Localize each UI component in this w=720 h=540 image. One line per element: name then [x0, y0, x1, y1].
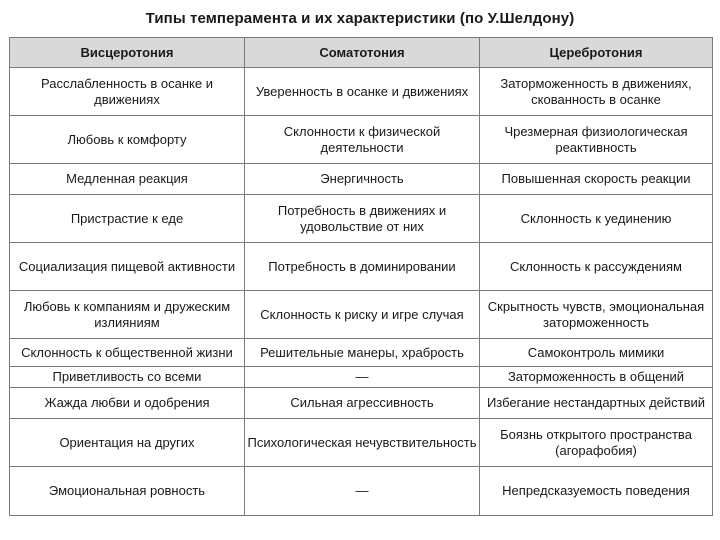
table-row — [10, 68, 713, 116]
table-row — [10, 388, 713, 419]
table-cell: Склонность к уединению — [480, 195, 713, 243]
table-cell: Самоконтроль мимики — [480, 339, 713, 367]
table-row — [10, 291, 713, 339]
table-cell: Любовь к комфорту — [10, 116, 245, 164]
table-cell: Сильная агрессивность — [245, 388, 480, 419]
table-cell: Скрытность чувств, эмоциональная заторможенность — [480, 291, 713, 339]
table-cell: Заторможенность в движениях, скованность в осанке — [480, 68, 713, 116]
table-cell: Энергичность — [245, 164, 480, 195]
table-cell: Склонность к общественной жизни — [10, 339, 245, 367]
table-cell: Непредсказуемость поведения — [480, 467, 713, 516]
table-cell: Заторможенность в общений — [480, 367, 713, 388]
table-cell: — — [245, 467, 480, 516]
table-cell: Пристрастие к еде — [10, 195, 245, 243]
header-cerebrotonia: Церебротония — [480, 38, 713, 68]
table-cell: Избегание нестандартных действий — [480, 388, 713, 419]
table-row — [10, 195, 713, 243]
table-cell: Склонность к риску и игре случая — [245, 291, 480, 339]
table-cell: Психологическая нечувствительность — [245, 419, 480, 467]
table-cell: Медленная реакция — [10, 164, 245, 195]
table-cell: Жажда любви и одобрения — [10, 388, 245, 419]
table-cell: Любовь к компаниям и дружеским излияниям — [10, 291, 245, 339]
temperament-table — [9, 37, 713, 516]
table-row — [10, 467, 713, 516]
table-cell: Повышенная скорость реакции — [480, 164, 713, 195]
table-cell: Уверенность в осанке и движениях — [245, 68, 480, 116]
table-cell: Расслабленность в осанке и движениях — [10, 68, 245, 116]
table-cell: Потребность в движениях и удовольствие от них — [245, 195, 480, 243]
table-cell: Боязнь открытого пространства (агорафобия) — [480, 419, 713, 467]
table-row — [10, 243, 713, 291]
table-header-row — [10, 38, 713, 68]
table-cell: Потребность в доминировании — [245, 243, 480, 291]
table-row — [10, 419, 713, 467]
table-cell: Решительные манеры, храбрость — [245, 339, 480, 367]
table-row — [10, 116, 713, 164]
header-viscerotonia: Висцеротония — [10, 38, 245, 68]
table-row — [10, 164, 713, 195]
table-cell: Чрезмерная физиологическая реактивность — [480, 116, 713, 164]
table-cell: Приветливость со всеми — [10, 367, 245, 388]
table-cell: Социализация пищевой активности — [10, 243, 245, 291]
table-cell: — — [245, 367, 480, 388]
table-cell: Ориентация на других — [10, 419, 245, 467]
table-cell: Эмоциональная ровность — [10, 467, 245, 516]
table-row — [10, 367, 713, 388]
page-title: Типы темперамента и их характеристики (по У.Шелдону) — [145, 10, 575, 27]
table-cell: Склонность к рассуждениям — [480, 243, 713, 291]
table-cell: Склонности к физической деятельности — [245, 116, 480, 164]
header-somatotonia: Соматотония — [245, 38, 480, 68]
table-row — [10, 339, 713, 367]
